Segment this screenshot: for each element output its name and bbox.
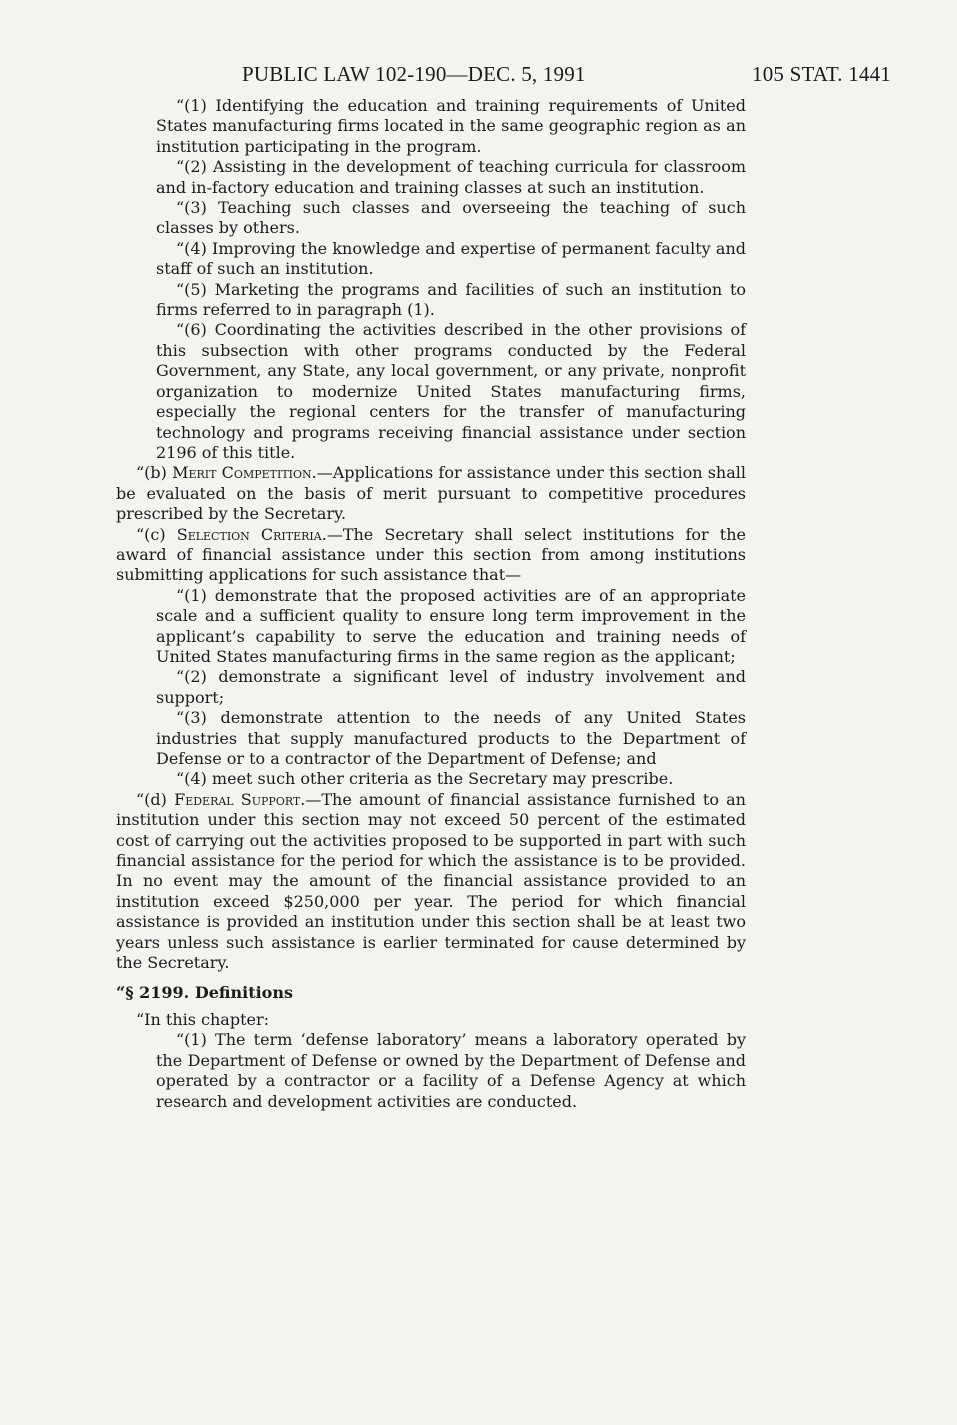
paragraph-a1: “(1) Identifying the education and training requirements of United States manufacturing firms located in the same geographic region as an institution participating in the program. bbox=[156, 96, 746, 156]
header-stat-page: 105 STAT. 1441 bbox=[752, 62, 891, 86]
subsection-b-text: —Applications for assistance under this section shall be evaluated on the basis of merit pursuant to competitive procedures prescribed by the Secretary. bbox=[116, 463, 747, 524]
criterion-4: “(4) meet such other criteria as the Secretary may prescribe. bbox=[176, 769, 674, 789]
subsection-d-text: —The amount of financial assistance furnished to an institution under this section may not exceed 50 percent of the estimated cost of carrying out the activities proposed to be supported in part with such financial assistance for the period for which the assistance is to be provided. In no event may the amount of the financial assistance provided to an institution exceed $250,000 per year. The period for which financial assistance is provided an institution under this section shall be at least two years unless such assistance is earlier terminated for cause determined by the Secretary. bbox=[116, 789, 746, 973]
header-title: PUBLIC LAW 102-190—DEC. 5, 1991 bbox=[242, 62, 586, 86]
subsection-d bbox=[116, 790, 746, 974]
subsection-c-text: —The Secretary shall select institutions for the award of financial assistance under this section from among institutions submitting applications for such assistance that— bbox=[116, 524, 747, 585]
definition-1: “(1) The term ‘defense laboratory’ means a laboratory operated by the Department of Defense or owned by the Department of Defense and operated by a contractor or a facility of a Defense Agency at which research and development activities are conducted. bbox=[156, 1030, 746, 1111]
section-heading: “§ 2199. Definitions bbox=[116, 983, 293, 1003]
subsection-b bbox=[116, 463, 746, 524]
paragraph-a3: “(3) Teaching such classes and overseeing the teaching of such classes by others. bbox=[156, 198, 746, 238]
definitions-intro: “In this chapter: bbox=[136, 1009, 270, 1029]
subsection-c-heading: Selection Criteria. bbox=[176, 524, 327, 544]
criterion-1: “(1) demonstrate that the proposed activities are of an appropriate scale and a sufficient quality to ensure long term improvement in the applicant’s capability to serve the education and training needs of United States manufacturing firms in the same region as the applicant; bbox=[156, 585, 746, 666]
paragraph-a5: “(5) Marketing the programs and facilities of such an institution to firms referred to in paragraph (1). bbox=[156, 279, 746, 320]
subsection-d-heading: Federal Support. bbox=[174, 789, 306, 809]
subsection-b-prefix: “(b) bbox=[136, 463, 173, 483]
subsection-b-heading: Merit Competition. bbox=[172, 463, 317, 483]
subsection-d-prefix: “(d) bbox=[136, 789, 175, 809]
criterion-2: “(2) demonstrate a significant level of industry involvement and support; bbox=[156, 667, 746, 707]
criterion-3: “(3) demonstrate attention to the needs of any United States industries that supply manufactured products to the Department of Defense or to a contractor of the Department of Defense; and bbox=[156, 708, 746, 768]
document-body bbox=[116, 96, 746, 1112]
paragraph-a6: “(6) Coordinating the activities described in the other provisions of this subsection with other programs conducted by the Federal Government, any State, any local government, or any private, nonprofit organization to modernize United States manufacturing firms, especially the regional centers for the transfer of manufacturing technology and programs receiving financial assistance under section 2196 of this title. bbox=[156, 320, 746, 462]
subsection-c bbox=[116, 525, 746, 586]
paragraph-a2: “(2) Assisting in the development of teaching curricula for classroom and in-factory education and training classes at such an institution. bbox=[156, 157, 746, 197]
paragraph-a4: “(4) Improving the knowledge and expertise of permanent faculty and staff of such an institution. bbox=[156, 238, 746, 279]
page-header bbox=[116, 62, 891, 88]
subsection-c-prefix: “(c) bbox=[136, 524, 177, 544]
